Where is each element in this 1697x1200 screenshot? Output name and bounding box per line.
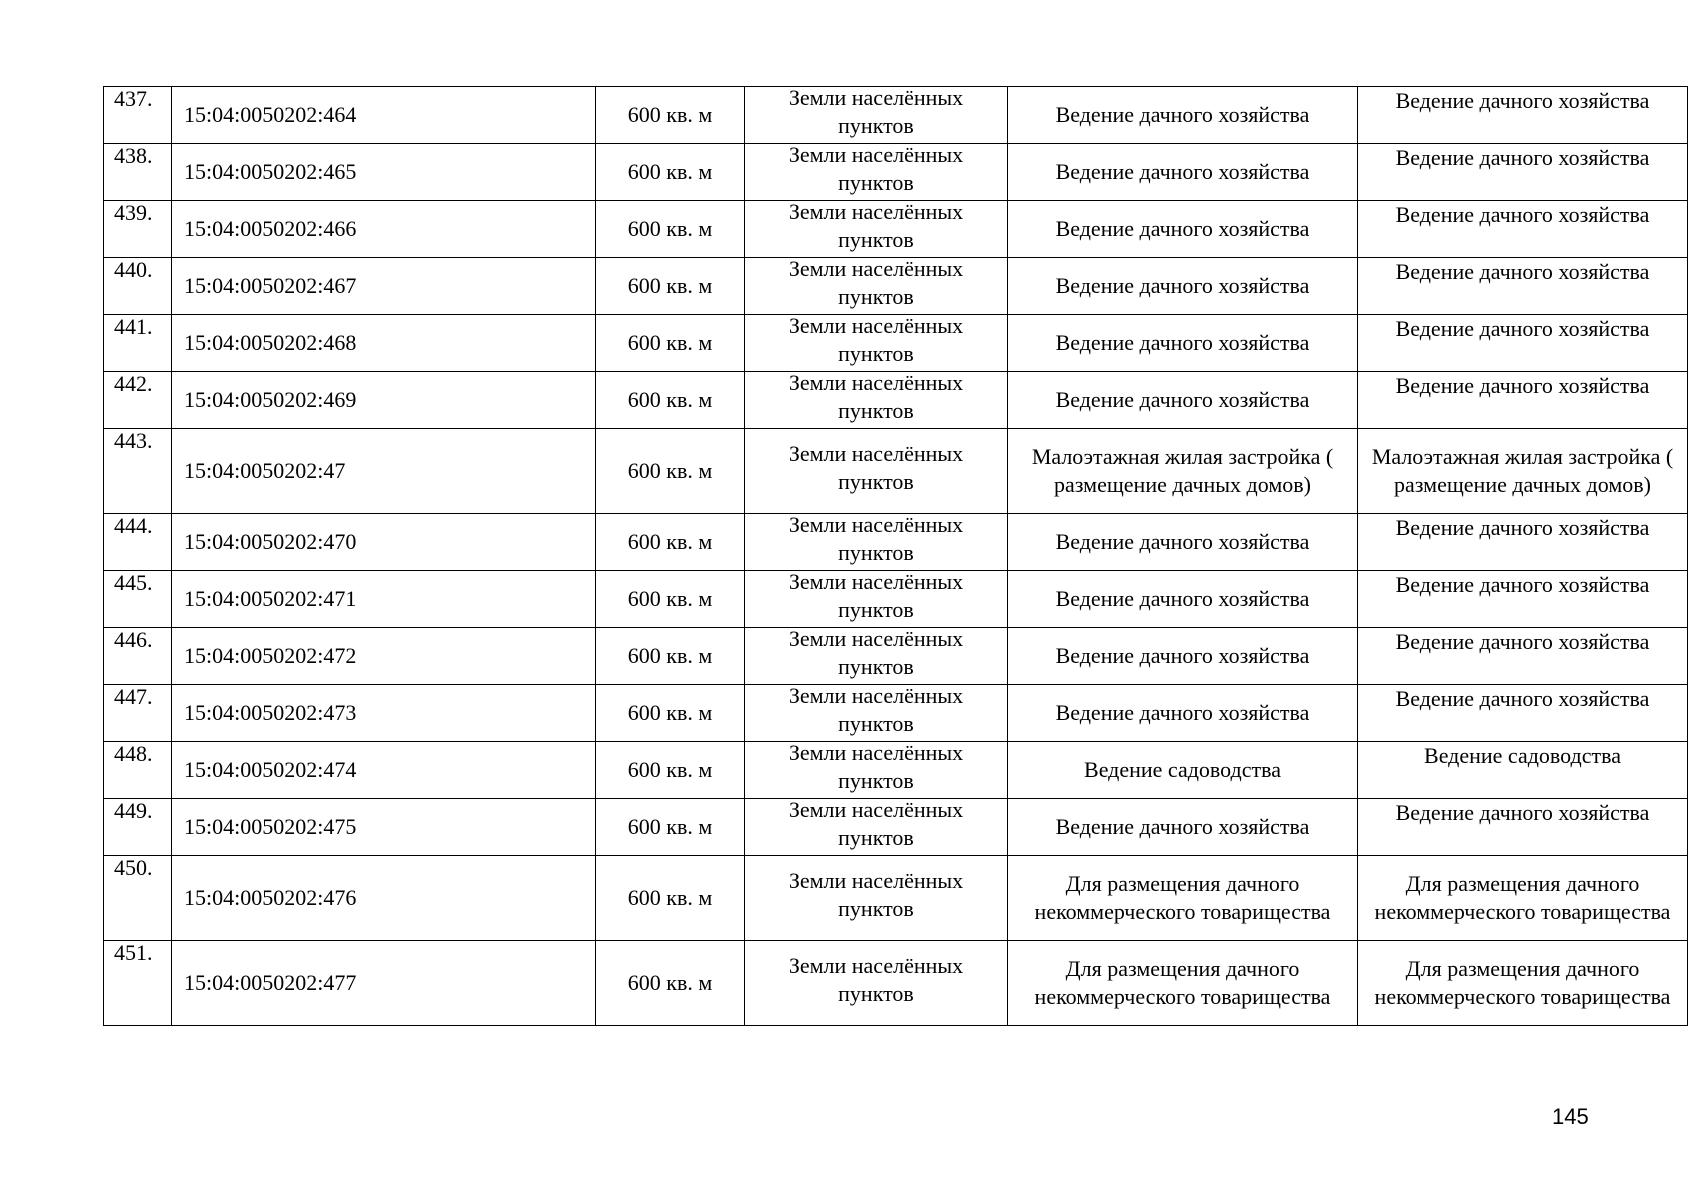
land-use: Для размещения дачного некоммерческого товарищества <box>1008 941 1358 1026</box>
land-category: Земли населённых пунктов <box>745 87 1008 144</box>
cadastral-number: 15:04:0050202:472 <box>172 628 596 685</box>
land-use: Ведение дачного хозяйства <box>1008 628 1358 685</box>
land-use: Ведение дачного хозяйства <box>1008 514 1358 571</box>
plot-area: 600 кв. м <box>596 201 745 258</box>
permitted-use: Для размещения дачного некоммерческого товарищества <box>1358 856 1688 941</box>
land-use: Ведение дачного хозяйства <box>1008 144 1358 201</box>
cadastral-number: 15:04:0050202:467 <box>172 258 596 315</box>
table-row <box>104 941 1688 1026</box>
row-number: 449. <box>104 799 172 856</box>
land-category: Земли населённых пунктов <box>745 742 1008 799</box>
table-row <box>104 685 1688 742</box>
land-category: Земли населённых пунктов <box>745 571 1008 628</box>
permitted-use: Ведение дачного хозяйства <box>1358 87 1688 144</box>
row-number: 442. <box>104 372 172 429</box>
land-use: Ведение дачного хозяйства <box>1008 372 1358 429</box>
plot-area: 600 кв. м <box>596 941 745 1026</box>
row-number: 447. <box>104 685 172 742</box>
table-row <box>104 372 1688 429</box>
cadastral-number: 15:04:0050202:475 <box>172 799 596 856</box>
cadastral-number: 15:04:0050202:477 <box>172 941 596 1026</box>
land-category: Земли населённых пунктов <box>745 201 1008 258</box>
plot-area: 600 кв. м <box>596 571 745 628</box>
row-number: 451. <box>104 941 172 1026</box>
permitted-use: Ведение дачного хозяйства <box>1358 571 1688 628</box>
plot-area: 600 кв. м <box>596 429 745 514</box>
permitted-use: Ведение садоводства <box>1358 742 1688 799</box>
permitted-use: Ведение дачного хозяйства <box>1358 315 1688 372</box>
permitted-use: Ведение дачного хозяйства <box>1358 799 1688 856</box>
plot-area: 600 кв. м <box>596 799 745 856</box>
permitted-use: Ведение дачного хозяйства <box>1358 372 1688 429</box>
table-row <box>104 742 1688 799</box>
row-number: 450. <box>104 856 172 941</box>
land-use: Для размещения дачного некоммерческого товарищества <box>1008 856 1358 941</box>
plot-area: 600 кв. м <box>596 514 745 571</box>
table-row <box>104 628 1688 685</box>
land-use: Ведение дачного хозяйства <box>1008 799 1358 856</box>
land-category: Земли населённых пунктов <box>745 258 1008 315</box>
row-number: 437. <box>104 87 172 144</box>
table-row <box>104 799 1688 856</box>
land-use: Ведение дачного хозяйства <box>1008 201 1358 258</box>
land-category: Земли населённых пунктов <box>745 429 1008 514</box>
plot-area: 600 кв. м <box>596 372 745 429</box>
land-category: Земли населённых пунктов <box>745 514 1008 571</box>
plot-area: 600 кв. м <box>596 87 745 144</box>
cadastral-number: 15:04:0050202:465 <box>172 144 596 201</box>
cadastral-number: 15:04:0050202:473 <box>172 685 596 742</box>
plot-area: 600 кв. м <box>596 856 745 941</box>
row-number: 441. <box>104 315 172 372</box>
cadastral-number: 15:04:0050202:464 <box>172 87 596 144</box>
table-row <box>104 144 1688 201</box>
land-plots-table <box>103 86 1688 1026</box>
permitted-use: Ведение дачного хозяйства <box>1358 685 1688 742</box>
plot-area: 600 кв. м <box>596 144 745 201</box>
table-row <box>104 201 1688 258</box>
permitted-use: Ведение дачного хозяйства <box>1358 514 1688 571</box>
row-number: 444. <box>104 514 172 571</box>
plot-area: 600 кв. м <box>596 628 745 685</box>
land-use: Ведение дачного хозяйства <box>1008 258 1358 315</box>
land-category: Земли населённых пунктов <box>745 941 1008 1026</box>
land-use: Ведение дачного хозяйства <box>1008 571 1358 628</box>
plot-area: 600 кв. м <box>596 742 745 799</box>
table-row <box>104 315 1688 372</box>
table-row <box>104 856 1688 941</box>
cadastral-number: 15:04:0050202:466 <box>172 201 596 258</box>
land-use: Ведение садоводства <box>1008 742 1358 799</box>
row-number: 446. <box>104 628 172 685</box>
row-number: 438. <box>104 144 172 201</box>
land-use: Ведение дачного хозяйства <box>1008 87 1358 144</box>
cadastral-number: 15:04:0050202:476 <box>172 856 596 941</box>
land-use: Ведение дачного хозяйства <box>1008 315 1358 372</box>
table-row <box>104 429 1688 514</box>
cadastral-number: 15:04:0050202:470 <box>172 514 596 571</box>
row-number: 439. <box>104 201 172 258</box>
page-number: 145 <box>1552 1104 1589 1129</box>
land-category: Земли населённых пунктов <box>745 372 1008 429</box>
land-category: Земли населённых пунктов <box>745 685 1008 742</box>
cadastral-number: 15:04:0050202:47 <box>172 429 596 514</box>
permitted-use: Ведение дачного хозяйства <box>1358 258 1688 315</box>
land-category: Земли населённых пунктов <box>745 144 1008 201</box>
row-number: 440. <box>104 258 172 315</box>
table-row <box>104 514 1688 571</box>
permitted-use: Ведение дачного хозяйства <box>1358 201 1688 258</box>
cadastral-number: 15:04:0050202:469 <box>172 372 596 429</box>
table-row <box>104 87 1688 144</box>
row-number: 448. <box>104 742 172 799</box>
cadastral-number: 15:04:0050202:471 <box>172 571 596 628</box>
table-row <box>104 258 1688 315</box>
land-category: Земли населённых пунктов <box>745 856 1008 941</box>
plot-area: 600 кв. м <box>596 258 745 315</box>
land-use: Ведение дачного хозяйства <box>1008 685 1358 742</box>
land-category: Земли населённых пунктов <box>745 628 1008 685</box>
row-number: 445. <box>104 571 172 628</box>
land-category: Земли населённых пунктов <box>745 799 1008 856</box>
permitted-use: Ведение дачного хозяйства <box>1358 628 1688 685</box>
permitted-use: Ведение дачного хозяйства <box>1358 144 1688 201</box>
permitted-use: Малоэтажная жилая застройка ( размещение дачных домов) <box>1358 429 1688 514</box>
row-number: 443. <box>104 429 172 514</box>
plot-area: 600 кв. м <box>596 315 745 372</box>
land-use: Малоэтажная жилая застройка ( размещение дачных домов) <box>1008 429 1358 514</box>
plot-area: 600 кв. м <box>596 685 745 742</box>
cadastral-number: 15:04:0050202:468 <box>172 315 596 372</box>
cadastral-number: 15:04:0050202:474 <box>172 742 596 799</box>
permitted-use: Для размещения дачного некоммерческого товарищества <box>1358 941 1688 1026</box>
table-row <box>104 571 1688 628</box>
land-category: Земли населённых пунктов <box>745 315 1008 372</box>
